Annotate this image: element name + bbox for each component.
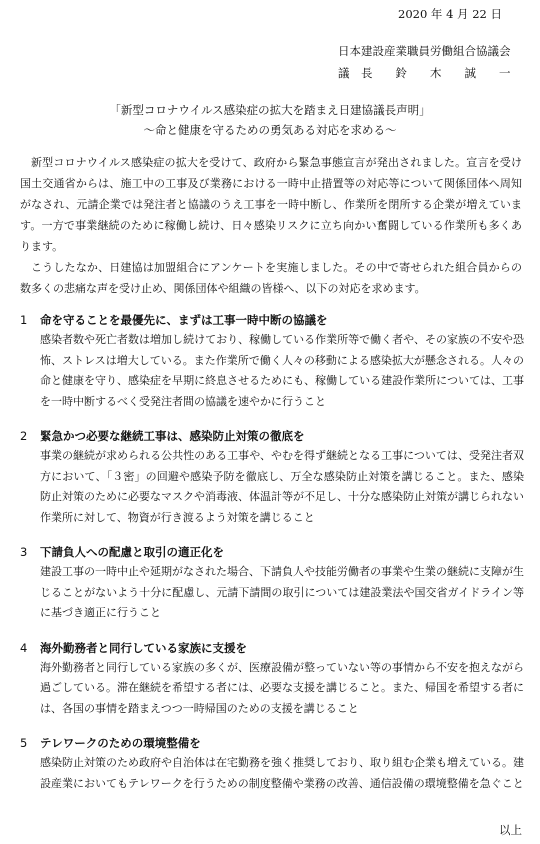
organization-name: 日本建設産業職員労働組合協議会	[338, 44, 511, 58]
demand-heading-text: 海外勤務者と同行している家族に支援を	[40, 640, 247, 655]
intro-paragraph: 新型コロナウイルス感染症の拡大を受けて、政府から緊急事態宣言が発出されました。宣言を受け国土交通省からは、施工中の工事及び業務における一時中止措置等の対応等について関係団体へ周知がなされ、元請企業では発注者と協議のうえ工事を一時中断し、作業所を閉所する企業が増えています。一方で事業継続のために稼働し続け、日々感染リスクに立ち向かい奮闘している作業所も多くあります。	[20, 156, 522, 253]
demand-list	[20, 310, 524, 808]
demand-heading	[20, 733, 524, 753]
demand-item	[20, 638, 524, 720]
title-main: 「新型コロナウイルス感染症の拡大を踏まえ日建協議長声明」	[109, 103, 431, 117]
demand-heading-text: テレワークのための環境整備を	[40, 736, 201, 750]
demand-text: 感染者数や死亡者数は増加し続けており、稼働している作業所等で働く者や、その家族の不安や恐怖、ストレスは増大している。また作業所で働く人々の移動による感染拡大が懸念される。人々の命と健康を守り、感染症を早期に終息させるためにも、稼働している建設作業所については、工事を一時中断するべく受発注者間の協議を速やかに行うこと	[40, 333, 524, 408]
demand-heading	[20, 310, 524, 330]
demand-item	[20, 426, 524, 528]
closing-mark: 以上	[499, 823, 522, 837]
intro-body	[20, 152, 522, 299]
demand-text: 感染防止対策のため政府や自治体は在宅勤務を強く推奨しており、取り組む企業も増えている。建設産業においてもテレワークを行うための制度整備や業務の改善、通信設備の環境整備を急ぐこと	[40, 756, 524, 790]
intro-paragraph: こうしたなか、日建協は加盟組合にアンケートを実施しました。その中で寄せられた組合員からの数多くの悲痛な声を受け止め、関係団体や組織の皆様へ、以下の対応を求めます。	[20, 261, 522, 295]
document-date: 2020 年 4 月 22 日	[398, 7, 502, 21]
demand-number: 1	[20, 313, 28, 327]
demand-text: 事業の継続が求められる公共性のある工事や、やむを得ず継続となる工事については、受発注者双方において、「３密」の回避や感染予防を徹底し、万全な感染防止対策を講じること。また、感染防止対策のために必要なマスクや消毒液、体温計等が不足し、十分な感染防止対策が講じられない作業所に対して、物資が行き渡るよう対策を講じること	[40, 449, 524, 524]
demand-text: 建設工事の一時中止や延期がなされた場合、下請負人や技能労働者の事業や生業の継続に支障が生じることがないよう十分に配慮し、元請下請間の取引については建設業法や国交省ガイドライン等に基づき適正に行うこと	[40, 565, 524, 619]
demand-item	[20, 733, 524, 794]
issuer-block	[338, 40, 511, 84]
demand-number: 4	[20, 640, 28, 655]
demand-number: 3	[20, 545, 28, 559]
demand-heading	[20, 638, 524, 658]
demand-heading-text: 緊急かつ必要な継続工事は、感染防止対策の徹底を	[40, 429, 305, 443]
demand-number: 5	[20, 736, 28, 750]
title-subtitle: ～命と健康を守るための勇気ある対応を求める～	[143, 123, 397, 137]
demand-heading	[20, 542, 524, 562]
demand-item	[20, 310, 524, 412]
statement-title	[0, 100, 540, 140]
demand-heading-text: 命を守ることを最優先に、まずは工事一時中断の協議を	[40, 313, 328, 327]
chairperson-name: 議 長 鈴 木 誠 一	[338, 66, 511, 80]
demand-heading	[20, 426, 524, 446]
demand-item	[20, 542, 524, 624]
demand-heading-text: 下請負人への配慮と取引の適正化を	[40, 545, 224, 559]
demand-text: 海外勤務者と同行している家族の多くが、医療設備が整っていない等の事情から不安を抱えながら過ごしている。滞在継続を希望する者には、必要な支援を講じること。また、帰国を希望する者には、各国の事情を踏まえつつ一時帰国のための支援を講じること	[40, 660, 524, 715]
demand-number: 2	[20, 429, 28, 443]
